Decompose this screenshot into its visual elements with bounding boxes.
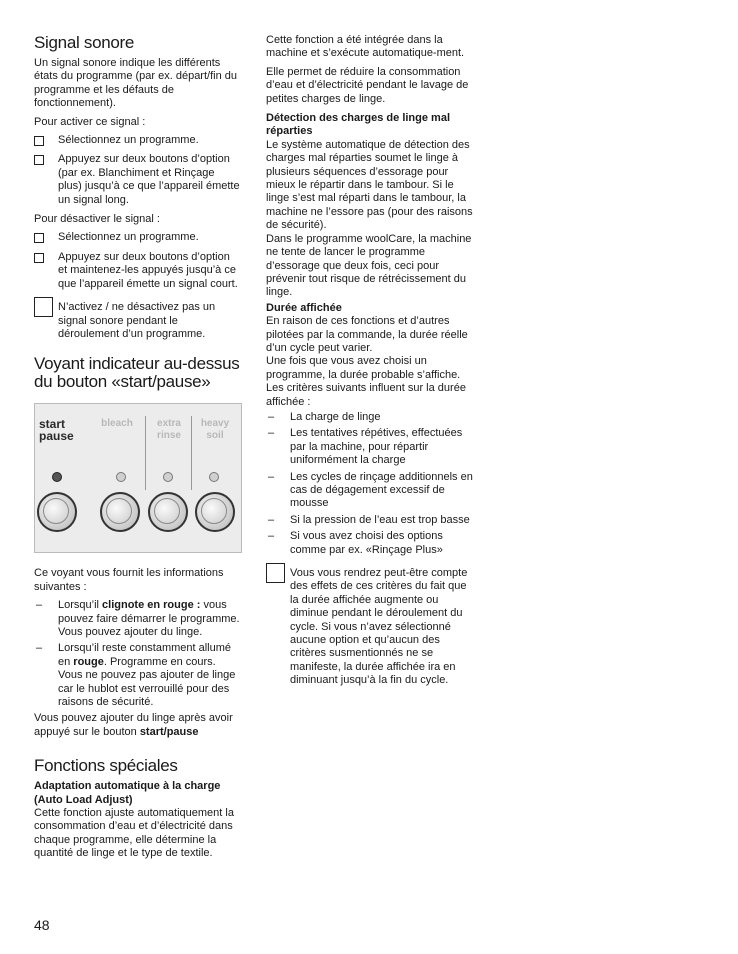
duration-text: En raison de ces fonctions et d’autres pilotées par la commande, la durée réelle d’un cycle peut varier. [266, 315, 468, 354]
indicator-intro: Ce voyant vous fournit les informations suivantes : [34, 567, 224, 593]
panel-heavy-soil-label: heavy soil [200, 418, 230, 442]
panel-start-label: start pause [39, 417, 74, 444]
note-box-icon [34, 297, 53, 317]
duration-text: Les critères suivants influent sur la durée affichée : [266, 382, 466, 408]
criteria-item: – Les tentatives répétives, effectuées par la machine, pour répartir uniformément la charge [268, 427, 463, 467]
panel-divider [145, 416, 146, 490]
start-pause-button [37, 492, 77, 532]
duration-text: Une fois que vous avez choisi un programme, la durée probable s’affiche. [266, 355, 461, 381]
criteria-item: – Si la pression de l’eau est trop basse [268, 513, 470, 526]
criteria-item: – La charge de linge [268, 410, 381, 423]
indicator-item: – Lorsqu’il clignote en rouge : vous pouvez faire démarrer le programme. Vous pouvez ajouter du linge. [36, 599, 240, 638]
checkbox-square-icon [34, 155, 44, 165]
indicator-heading: Voyant indicateur au-dessus du bouton «start/pause» [34, 354, 240, 392]
duration-note: Vous vous rendrez peut-être compte des effets de ces critères du fait que la durée affichée augmente ou diminue pendant le déroulement du cycle. Si vous n’avez sélectionné aucune option et qu’aucun des critères susmentionnés ne se manifeste, la durée affichée ira en diminuant jusqu’à la fin du cycle. [266, 567, 476, 688]
signal-intro: Un signal sonore indique les différents états du programme (par ex. départ/fin du programme et les défauts de fonctionnement). [34, 57, 237, 110]
auto-load-subtitle: Adaptation automatique à la charge (Auto Load Adjust) [34, 780, 221, 806]
criteria-item: – Si vous avez choisi des options comme par ex. «Rinçage Plus» [268, 530, 443, 556]
deactivate-label: Pour désactiver le signal : [34, 213, 160, 226]
panel-bleach-label: bleach [101, 418, 133, 430]
control-panel-illustration [34, 403, 242, 553]
checkbox-square-icon [34, 253, 44, 263]
duration-subtitle: Durée affichée [266, 301, 342, 314]
note-box-icon [266, 563, 285, 583]
deactivate-step: Appuyez sur deux boutons d’option et maintenez-les appuyés jusqu’à ce que l’appareil émette un signal court. [34, 251, 240, 291]
extra-rinse-button [148, 492, 188, 532]
right-column [266, 34, 476, 694]
page-number: 48 [34, 917, 50, 933]
heavy-soil-indicator-light [209, 472, 219, 482]
heavy-soil-button [195, 492, 235, 532]
activate-step: Appuyez sur deux boutons d’option (par ex. Blanchiment et Rinçage plus) jusqu’à ce que l’appareil émette un signal long. [34, 153, 240, 207]
signal-heading: Signal sonore [34, 33, 135, 52]
criteria-item: – Les cycles de rinçage additionnels en cas de dégagement excessif de mousse [268, 470, 473, 510]
indicator-footer: Vous pouvez ajouter du linge après avoir appuyé sur le bouton start/pause [34, 712, 233, 738]
deactivate-step: Sélectionnez un programme. [34, 231, 240, 244]
auto-load-text: Cette fonction ajuste automatiquement la consommation d’eau et d’électricité dans chaque programme, elle détermine la quantité de linge et le type de textile. [34, 807, 234, 860]
activate-step: Sélectionnez un programme. [34, 134, 240, 147]
panel-divider [191, 416, 192, 490]
detection-text: Dans le programme woolCare, la machine ne tente de lancer le programme d’essorage que deux fois, ceci pour prévenir tout risque de rétrécissement du linge. [266, 232, 472, 299]
checkbox-square-icon [34, 233, 44, 243]
detection-subtitle: Détection des charges de linge mal réparties [266, 112, 451, 138]
bleach-indicator-light [116, 472, 126, 482]
indicator-item: – Lorsqu’il reste constamment allumé en rouge. Programme en cours. Vous ne pouvez pas ajouter de linge car le hublot est verrouillé pour des raisons de sécurité. [36, 642, 236, 708]
bleach-button [100, 492, 140, 532]
activate-label: Pour activer ce signal : [34, 115, 146, 128]
paragraph: Cette fonction a été intégrée dans la machine et s’exécute automatique-ment. [266, 34, 465, 60]
detection-text: Le système automatique de détection des charges mal réparties soumet le linge à plusieurs séquences d’essorage pour mieux le répartir dans le tambour. Si le linge s’est mal réparti dans le tambour, la machine ne l’essore pas (pour des raisons de sécurité). [266, 138, 473, 232]
signal-note: N’activez / ne désactivez pas un signal sonore pendant le déroulement d’un programme. [34, 301, 240, 341]
special-heading: Fonctions spéciales [34, 756, 178, 776]
start-indicator-light [52, 472, 62, 482]
left-column [34, 34, 240, 866]
extra-rinse-indicator-light [163, 472, 173, 482]
panel-extra-rinse-label: extra rinse [157, 418, 181, 442]
checkbox-square-icon [34, 136, 44, 146]
paragraph: Elle permet de réduire la consommation d’eau et d’électricité pendant le lavage de petites charges de linge. [266, 65, 469, 105]
